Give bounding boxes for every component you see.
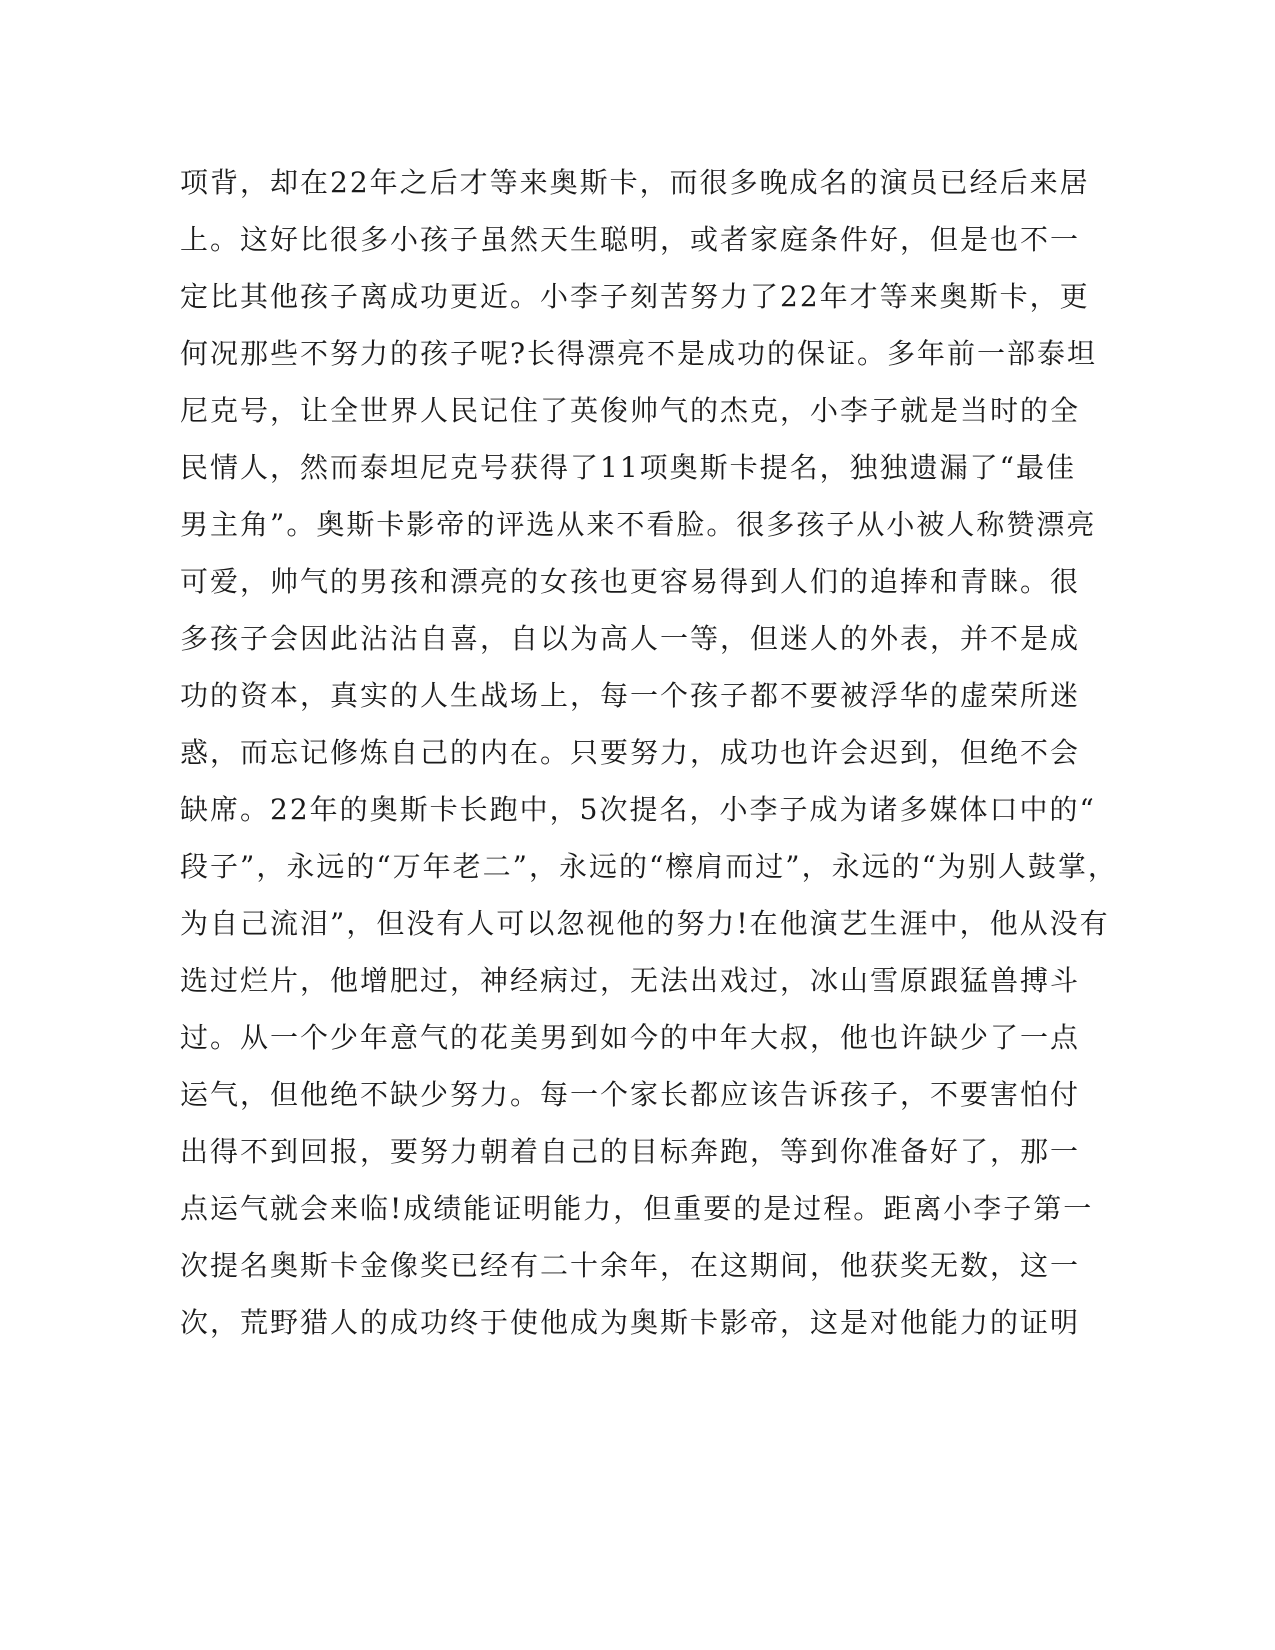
- text-line-3: 定比其他孩子离成功更近。小李子刻苦努力了22年才等来奥斯卡，更: [180, 280, 1090, 313]
- text-line-5: 尼克号，让全世界人民记住了英俊帅气的杰克，小李子就是当时的全: [180, 394, 1081, 427]
- text-line-2: 上。这好比很多小孩子虽然天生聪明，或者家庭条件好，但是也不一: [180, 223, 1081, 256]
- text-line-10: 功的资本，真实的人生战场上，每一个孩子都不要被浮华的虚荣所迷: [180, 679, 1081, 712]
- text-line-21: 次，荒野猎人的成功终于使他成为奥斯卡影帝，这是对他能力的证明: [180, 1306, 1081, 1339]
- text-line-13: 段子”，永远的“万年老二”，永远的“檫肩而过”，永远的“为别人鼓掌，: [180, 850, 1118, 883]
- text-line-7: 男主角”。奥斯卡影帝的评选从来不看脸。很多孩子从小被人称赞漂亮: [180, 508, 1097, 541]
- text-line-15: 选过烂片，他增肥过，神经病过，无法出戏过，冰山雪原跟猛兽搏斗: [180, 964, 1081, 997]
- text-line-19: 点运气就会来临!成绩能证明能力，但重要的是过程。距离小李子第一: [180, 1192, 1094, 1225]
- text-line-12: 缺席。22年的奥斯卡长跑中，5次提名，小李子成为诸多媒体口中的“: [180, 793, 1096, 826]
- text-line-18: 出得不到回报，要努力朝着自己的目标奔跑，等到你准备好了，那一: [180, 1135, 1081, 1168]
- text-line-20: 次提名奥斯卡金像奖已经有二十余年，在这期间，他获奖无数，这一: [180, 1249, 1081, 1282]
- text-line-6: 民情人，然而泰坦尼克号获得了11项奥斯卡提名，独独遗漏了“最佳: [180, 451, 1076, 484]
- text-line-1: 项背，却在22年之后才等来奥斯卡，而很多晚成名的演员已经后来居: [180, 166, 1090, 199]
- text-line-16: 过。从一个少年意气的花美男到如今的中年大叔，他也许缺少了一点: [180, 1021, 1081, 1054]
- text-line-17: 运气，但他绝不缺少努力。每一个家长都应该告诉孩子，不要害怕付: [180, 1078, 1081, 1111]
- text-line-11: 惑，而忘记修炼自己的内在。只要努力，成功也许会迟到，但绝不会: [180, 736, 1081, 769]
- text-line-4: 何况那些不努力的孩子呢?长得漂亮不是成功的保证。多年前一部泰坦: [180, 337, 1098, 370]
- text-line-9: 多孩子会因此沾沾自喜，自以为高人一等，但迷人的外表，并不是成: [180, 622, 1081, 655]
- text-line-8: 可爱，帅气的男孩和漂亮的女孩也更容易得到人们的追捧和青睐。很: [180, 565, 1081, 598]
- body-text: [180, 158, 1118, 1355]
- text-line-14: 为自己流泪”，但没有人可以忽视他的努力!在他演艺生涯中，他从没有: [180, 907, 1110, 940]
